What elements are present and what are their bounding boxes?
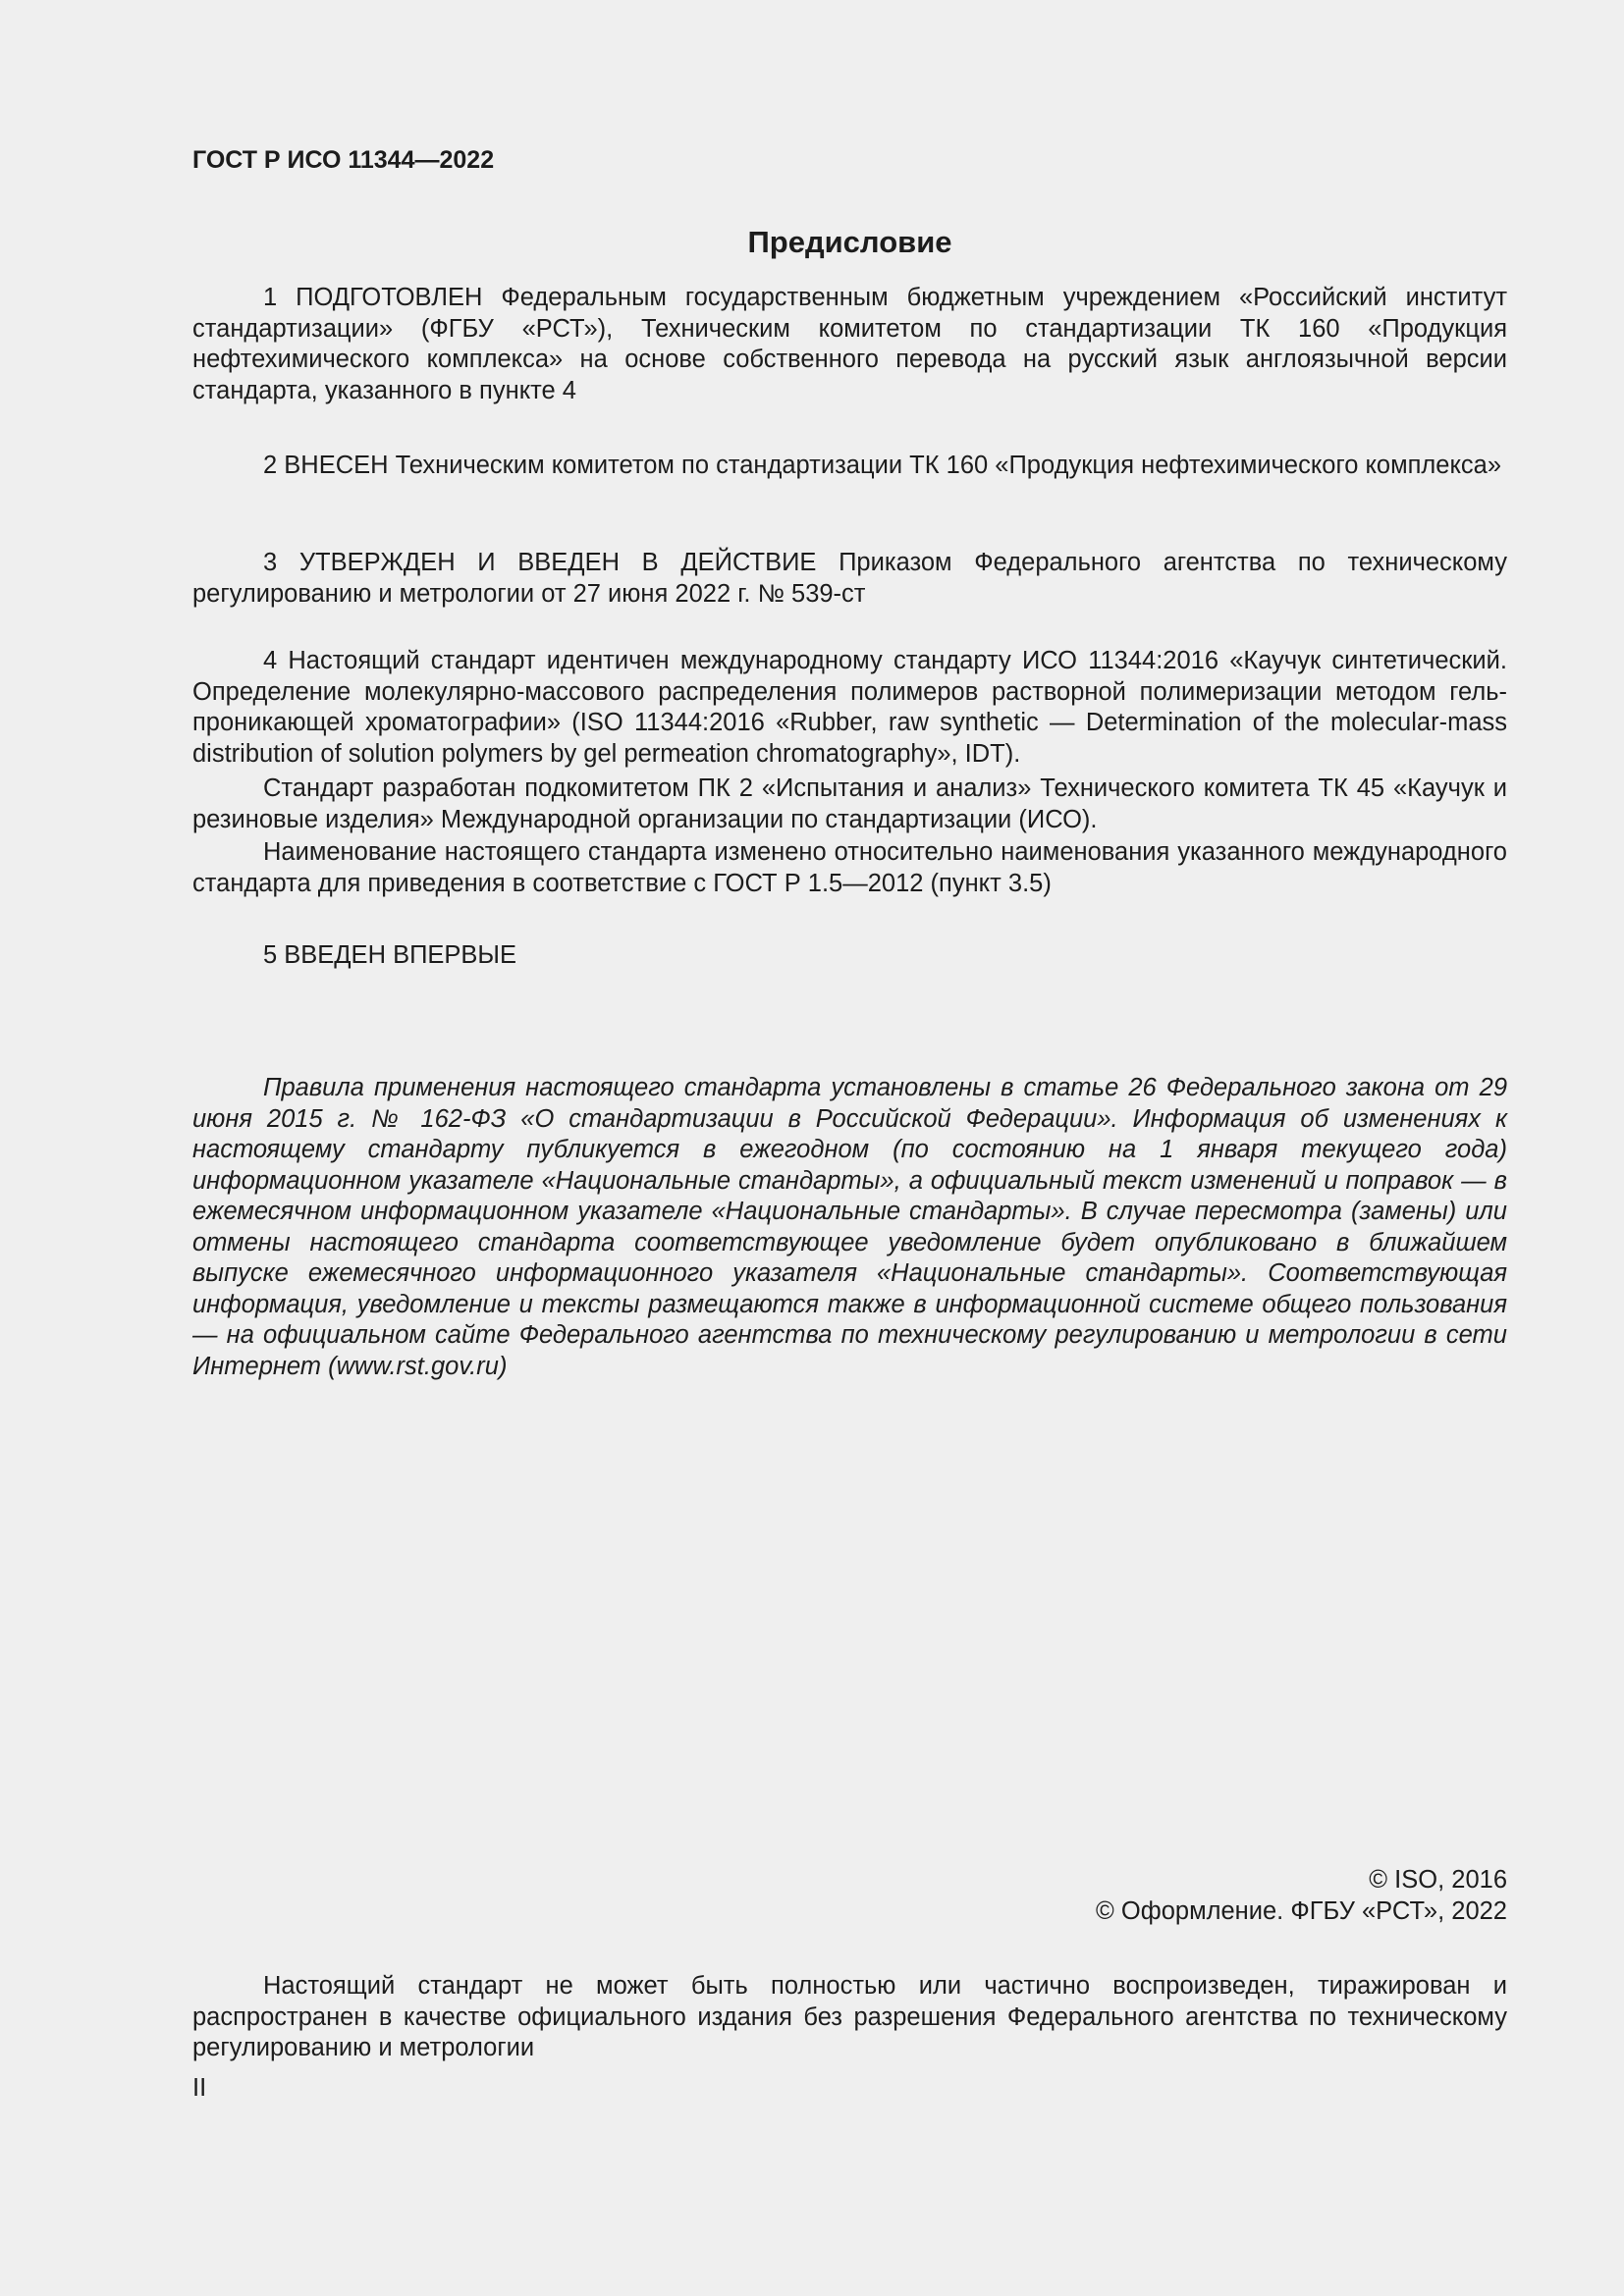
reproduction-notice: Настоящий стандарт не может быть полностью или частично воспроизведен, тиражирован и распространен в качестве официального издания без разрешения Федерального агентства по техническому регулированию и метрологии (192, 1972, 1507, 2061)
page-title: Предисловие (747, 225, 952, 259)
foreword-item-3: 3 УТВЕРЖДЕН И ВВЕДЕН В ДЕЙСТВИЕ Приказом Федерального агентства по техническому регулированию и метрологии от 27 июня 2022 г. № 539-ст (192, 549, 1507, 608)
foreword-item-5: 5 ВВЕДЕН ВПЕРВЫЕ (263, 941, 517, 969)
page-number: II (192, 2074, 207, 2102)
rules-note: Правила применения настоящего стандарта установлены в статье 26 Федерального закона от 29 июня 2015 г. № 162-ФЗ «О стандартизации в Российской Федерации». Информация об изменениях к настоящему стандарту публикуется в ежегодном (по состоянию на 1 января текущего года) информационном указателе «Национальные стандарты», а официальный текст изменений и поправок — в ежемесячном информационном указателе «Национальные стандарты». В случае пересмотра (замены) или отмены настоящего стандарта соответствующее уведомление будет опубликовано в ближайшем выпуске ежемесячного информационного указателя «Национальные стандарты». Соответствующая информация, уведомление и тексты размещаются также в информационной системе общего пользования — на официальном сайте Федерального агентства по техническому регулированию и метрологии в сети Интернет (www.rst.gov.ru) (192, 1074, 1507, 1380)
foreword-item-1: 1 ПОДГОТОВЛЕН Федеральным государственным бюджетным учреждением «Российский институт стандартизации» (ФГБУ «РСТ»), Техническим комитетом по стандартизации ТК 160 «Продукция нефтехимического комплекса» на основе собственного перевода на русский язык англоязычной версии стандарта, указанного в пункте 4 (192, 284, 1507, 404)
foreword-item-2: 2 ВНЕСЕН Техническим комитетом по стандартизации ТК 160 «Продукция нефтехимического комплекса» (263, 452, 1502, 479)
document-code: ГОСТ Р ИСО 11344—2022 (192, 146, 495, 174)
foreword-item-4-name-change: Наименование настоящего стандарта изменено относительно наименования указанного международного стандарта для приведения в соответствие с ГОСТ Р 1.5—2012 (пункт 3.5) (192, 838, 1507, 897)
foreword-item-4: 4 Настоящий стандарт идентичен международному стандарту ИСО 11344:2016 «Каучук синтетический. Определение молекулярно-массового распределения полимеров растворной полимеризации методом гель-проникающей хроматографии» (ISO 11344:2016 «Rubber, raw synthetic — Determination of the molecular-mass distribution of solution polymers by gel permeation chromatography», IDT). (192, 647, 1507, 768)
copyright-iso: © ISO, 2016 (1369, 1866, 1507, 1894)
copyright-design: © Оформление. ФГБУ «РСТ», 2022 (1096, 1897, 1507, 1925)
foreword-item-4-subcommittee: Стандарт разработан подкомитетом ПК 2 «Испытания и анализ» Технического комитета ТК 45 «Каучук и резиновые изделия» Международной организации по стандартизации (ИСО). (192, 774, 1507, 833)
